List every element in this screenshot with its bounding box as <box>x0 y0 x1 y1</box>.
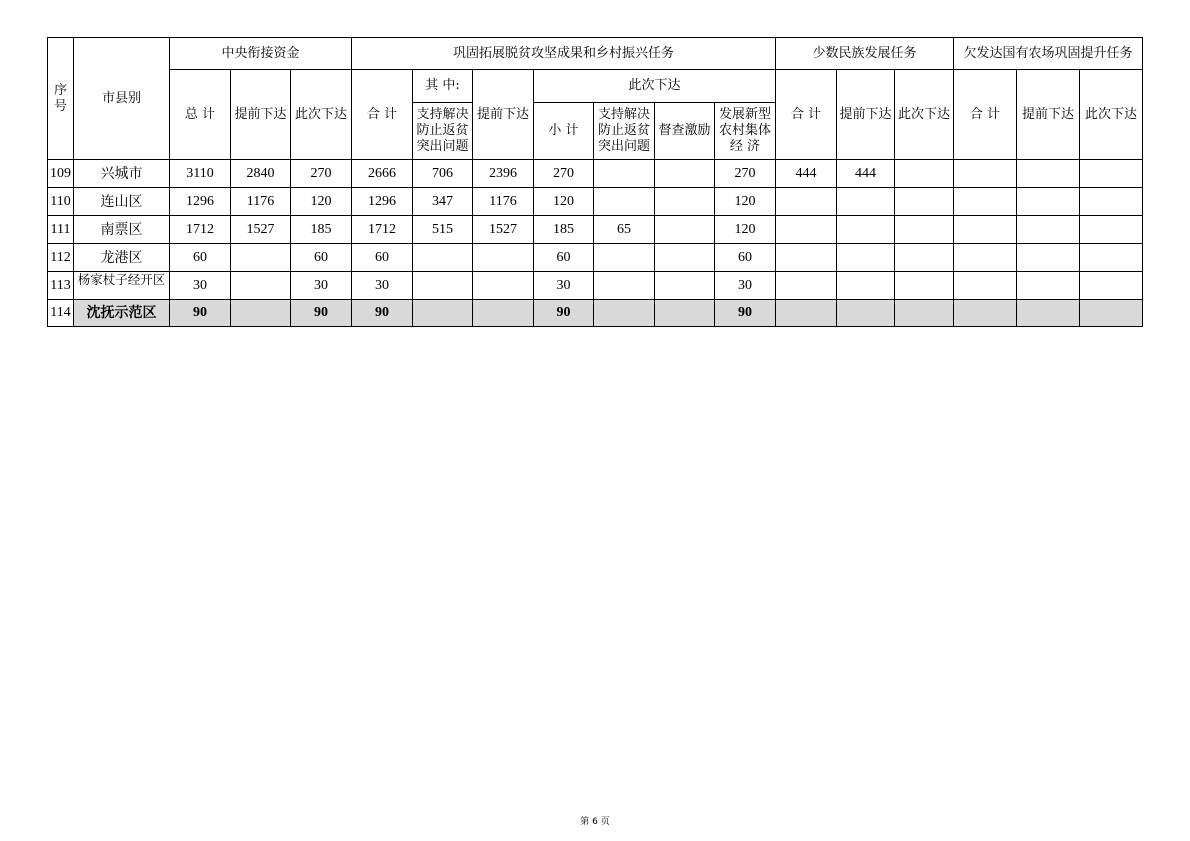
cell <box>776 272 837 300</box>
cell <box>895 216 954 244</box>
table-row <box>48 216 1143 244</box>
cell: 120 <box>291 188 352 216</box>
cell: 2666 <box>352 160 413 188</box>
cell: 347 <box>413 188 473 216</box>
header-farm-tasks: 欠发达国有农场巩固提升任务 <box>954 38 1143 70</box>
cell: 2396 <box>473 160 534 188</box>
cell <box>594 272 655 300</box>
cell <box>1017 272 1080 300</box>
cell: 60 <box>715 244 776 272</box>
cell <box>837 300 895 327</box>
cell <box>954 272 1017 300</box>
header-seq: 序号 <box>48 38 74 160</box>
table-row <box>48 272 1143 300</box>
cell: 60 <box>170 244 231 272</box>
cell <box>1017 244 1080 272</box>
row-index: 111 <box>48 216 74 244</box>
header-support-fanpin: 支持解决防止返贫突出问题 <box>413 103 473 160</box>
cell: 90 <box>534 300 594 327</box>
row-name: 南票区 <box>74 216 170 244</box>
page-number: 第 6 页 <box>580 817 610 827</box>
cell: 90 <box>291 300 352 327</box>
header-minority-tasks: 少数民族发展任务 <box>776 38 954 70</box>
cell: 515 <box>413 216 473 244</box>
cell: 1712 <box>170 216 231 244</box>
cell <box>1080 160 1143 188</box>
cell: 30 <box>352 272 413 300</box>
table-row-total <box>48 300 1143 327</box>
cell <box>895 272 954 300</box>
cell: 30 <box>170 272 231 300</box>
cell <box>954 160 1017 188</box>
header-collective-economy: 发展新型农村集体经 济 <box>715 103 776 160</box>
cell <box>954 216 1017 244</box>
cell <box>413 272 473 300</box>
row-index: 112 <box>48 244 74 272</box>
cell: 120 <box>715 188 776 216</box>
funding-table <box>47 37 1143 327</box>
cell: 120 <box>715 216 776 244</box>
cell <box>594 244 655 272</box>
header-total: 总 计 <box>170 70 231 160</box>
row-index: 110 <box>48 188 74 216</box>
row-index: 114 <box>48 300 74 327</box>
header-subtotal: 小 计 <box>534 103 594 160</box>
row-name: 杨家杖子经开区 <box>74 272 170 300</box>
header-advance: 提前下达 <box>231 70 291 160</box>
cell: 270 <box>715 160 776 188</box>
cell <box>231 244 291 272</box>
header-advance: 提前下达 <box>837 70 895 160</box>
cell <box>954 188 1017 216</box>
cell <box>1017 216 1080 244</box>
cell <box>837 244 895 272</box>
cell <box>413 300 473 327</box>
cell: 2840 <box>231 160 291 188</box>
header-this-time: 此次下达 <box>1080 70 1143 160</box>
cell <box>231 300 291 327</box>
cell: 444 <box>837 160 895 188</box>
header-sum: 合 计 <box>954 70 1017 160</box>
cell <box>594 188 655 216</box>
cell: 1527 <box>231 216 291 244</box>
cell: 3110 <box>170 160 231 188</box>
cell: 270 <box>534 160 594 188</box>
cell <box>837 272 895 300</box>
cell <box>776 244 837 272</box>
cell <box>413 244 473 272</box>
cell <box>594 160 655 188</box>
cell <box>1080 244 1143 272</box>
header-county: 市县别 <box>74 38 170 160</box>
cell: 1296 <box>352 188 413 216</box>
cell <box>895 188 954 216</box>
table-row <box>48 244 1143 272</box>
header-this-time-group: 此次下达 <box>534 70 776 103</box>
header-sum: 合 计 <box>352 70 413 160</box>
cell <box>473 272 534 300</box>
cell: 270 <box>291 160 352 188</box>
header-this-time: 此次下达 <box>895 70 954 160</box>
cell: 30 <box>534 272 594 300</box>
cell <box>776 188 837 216</box>
cell <box>895 160 954 188</box>
header-this-time: 此次下达 <box>291 70 352 160</box>
cell: 1176 <box>473 188 534 216</box>
cell: 90 <box>715 300 776 327</box>
cell: 60 <box>534 244 594 272</box>
cell <box>655 272 715 300</box>
cell <box>594 300 655 327</box>
row-name: 沈抚示范区 <box>74 300 170 327</box>
row-index: 109 <box>48 160 74 188</box>
cell: 444 <box>776 160 837 188</box>
header-consolidate-tasks: 巩固拓展脱贫攻坚成果和乡村振兴任务 <box>352 38 776 70</box>
cell <box>1080 216 1143 244</box>
row-index: 113 <box>48 272 74 300</box>
cell: 60 <box>291 244 352 272</box>
cell <box>954 300 1017 327</box>
row-name: 兴城市 <box>74 160 170 188</box>
cell <box>655 244 715 272</box>
cell <box>837 216 895 244</box>
cell: 120 <box>534 188 594 216</box>
cell: 65 <box>594 216 655 244</box>
cell <box>776 300 837 327</box>
cell <box>231 272 291 300</box>
row-name: 连山区 <box>74 188 170 216</box>
header-support-fanpin: 支持解决防止返贫突出问题 <box>594 103 655 160</box>
cell: 1527 <box>473 216 534 244</box>
cell <box>776 216 837 244</box>
cell: 706 <box>413 160 473 188</box>
header-advance: 提前下达 <box>473 70 534 160</box>
cell: 60 <box>352 244 413 272</box>
cell <box>655 216 715 244</box>
cell <box>473 300 534 327</box>
header-inspection: 督查激励 <box>655 103 715 160</box>
header-central-funds: 中央衔接资金 <box>170 38 352 70</box>
cell: 1712 <box>352 216 413 244</box>
cell <box>1017 300 1080 327</box>
cell <box>1080 300 1143 327</box>
cell: 30 <box>715 272 776 300</box>
cell: 1176 <box>231 188 291 216</box>
cell: 90 <box>170 300 231 327</box>
cell <box>1017 188 1080 216</box>
cell <box>1080 272 1143 300</box>
header-of-which: 其 中: <box>413 70 473 103</box>
cell <box>895 300 954 327</box>
cell: 185 <box>291 216 352 244</box>
cell <box>895 244 954 272</box>
cell <box>655 300 715 327</box>
cell: 30 <box>291 272 352 300</box>
table-row <box>48 188 1143 216</box>
cell: 90 <box>352 300 413 327</box>
cell: 185 <box>534 216 594 244</box>
row-name: 龙港区 <box>74 244 170 272</box>
table-row <box>48 160 1143 188</box>
cell <box>954 244 1017 272</box>
cell <box>1080 188 1143 216</box>
cell <box>473 244 534 272</box>
cell <box>655 160 715 188</box>
cell <box>1017 160 1080 188</box>
cell: 1296 <box>170 188 231 216</box>
header-sum: 合 计 <box>776 70 837 160</box>
cell <box>837 188 895 216</box>
header-advance: 提前下达 <box>1017 70 1080 160</box>
cell <box>655 188 715 216</box>
